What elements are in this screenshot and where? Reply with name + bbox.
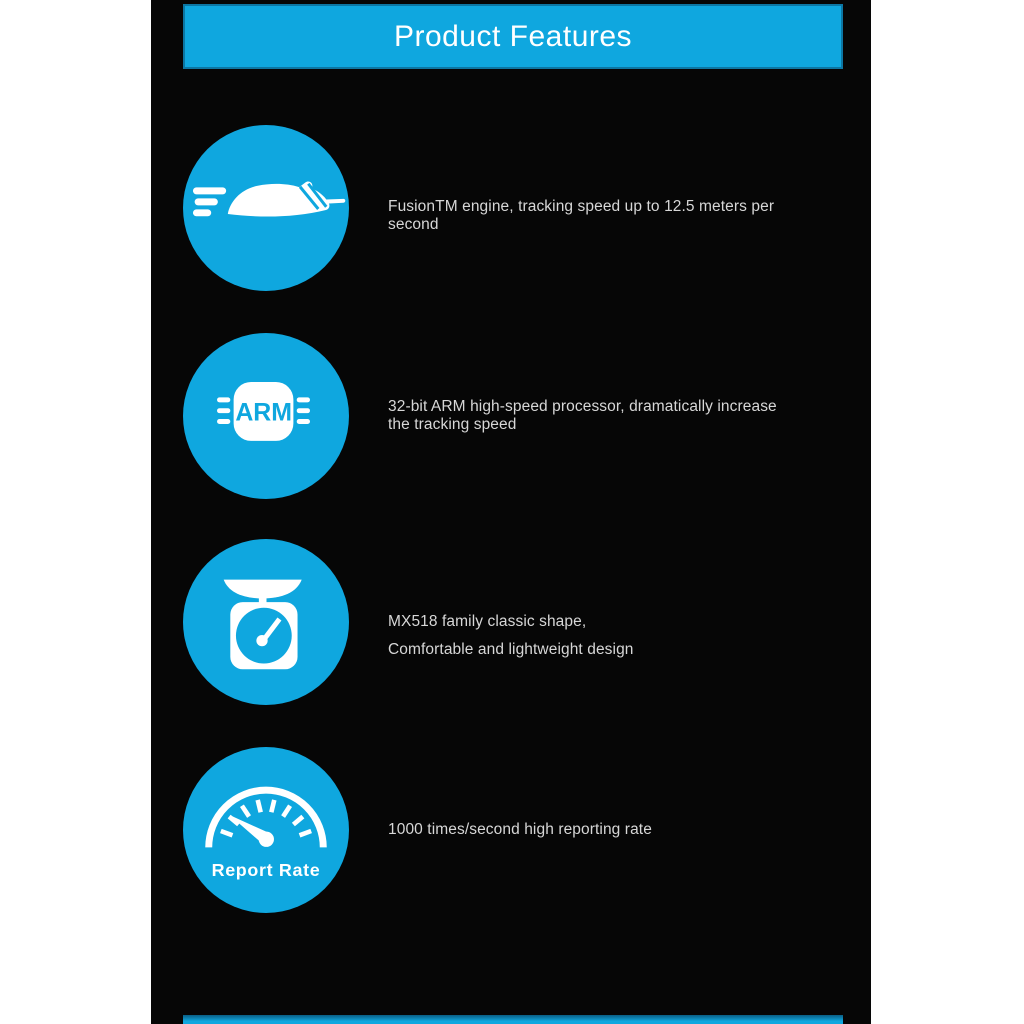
feature-text-line: 32-bit ARM high-speed processor, dramatically increase: [388, 397, 777, 415]
next-section-banner-edge: [183, 1015, 843, 1024]
feature-arm-processor: [183, 333, 839, 499]
feature-text-line: the tracking speed: [388, 416, 517, 433]
arm-chip-icon: [183, 333, 349, 499]
section-banner: [183, 4, 843, 69]
arm-chip-label: ARM: [235, 398, 293, 427]
feature-text-arm-processor: [388, 398, 777, 435]
feature-report-rate: [183, 747, 839, 913]
report-rate-gauge-icon: [183, 747, 349, 913]
features-panel: [151, 0, 871, 1024]
feature-text-tracking-speed: [388, 198, 774, 235]
mouse-speed-icon: [183, 125, 349, 291]
feature-text-line: Comfortable and lightweight design: [388, 640, 634, 658]
feature-tracking-speed: [183, 125, 839, 291]
feature-text-line: second: [388, 216, 439, 233]
feature-text-line: FusionTM engine, tracking speed up to 12.5 meters per: [388, 197, 775, 215]
weight-scale-icon: [183, 539, 349, 705]
feature-text-report-rate: [388, 821, 652, 840]
section-title: Product Features: [393, 19, 633, 53]
feature-text-classic-shape: [388, 613, 634, 659]
feature-text-line: MX518 family classic shape,: [388, 613, 587, 630]
report-rate-label: Report Rate: [211, 860, 321, 881]
feature-classic-shape: [183, 539, 839, 705]
feature-text-line: 1000 times/second high reporting rate: [388, 820, 652, 838]
